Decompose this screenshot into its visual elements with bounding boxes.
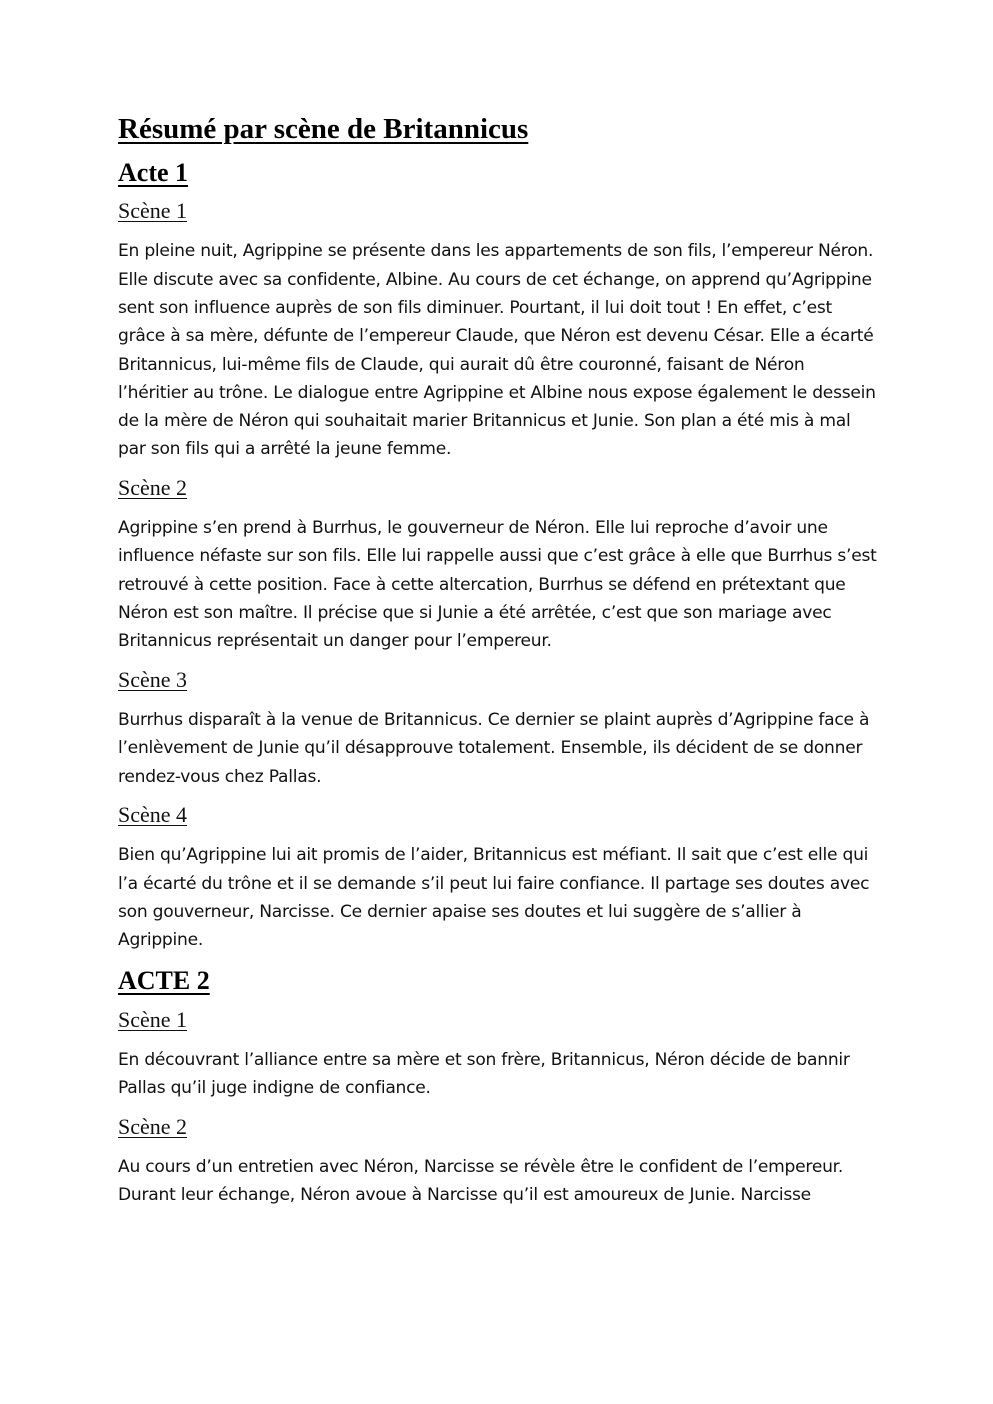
document-page — [118, 112, 878, 1221]
scene-heading-1-1: Scène 1 — [118, 197, 188, 223]
scene-summary-1-1: En pleine nuit, Agrippine se présente dans les appartements de son fils, l’empereur Néron. Elle discute avec sa confidente, Albine. Au cours de cet échange, on apprend qu’Agrippine sent son influence auprès de son fils diminuer. Pourtant, il lui doit tout ! En effet, c’est grâce à sa mère, défunte de l’empereur Claude, que Néron est devenu César. Elle a écarté Britannicus, lui-même fils de Claude, qui aurait dû être couronné, faisant de Néron l’héritier au trône. Le dialogue entre Agrippine et Albine nous expose également le dessein de la mère de Néron qui souhaitait marier Britannicus et Junie. Son plan a été mis à mal par son fils qui a arrêté la jeune femme. — [118, 241, 876, 460]
scene-summary-1-4: Bien qu’Agrippine lui ait promis de l’aider, Britannicus est méfiant. Il sait que c’est elle qui l’a écarté du trône et il se demande s’il peut lui faire confiance. Il partage ses doutes avec son gouverneur, Narcisse. Ce dernier apaise ses doutes et lui suggère de s’allier à Agrippine. — [118, 845, 870, 951]
scene-summary-1-3: Burrhus disparaît à la venue de Britannicus. Ce dernier se plaint auprès d’Agrippine face à l’enlèvement de Junie qu’il désapprouve totalement. Ensemble, ils décident de se donner rendez-vous chez Pallas. — [118, 710, 870, 787]
document-title: Résumé par scène de Britannicus — [118, 113, 529, 145]
act-heading-1: Acte 1 — [118, 157, 189, 187]
scene-summary-2-2: Au cours d’un entretien avec Néron, Narcisse se révèle être le confident de l’empereur. Durant leur échange, Néron avoue à Narcisse qu’il est amoureux de Junie. Narcisse — [118, 1157, 844, 1206]
scene-heading-1-3: Scène 3 — [118, 666, 188, 692]
act-heading-2: ACTE 2 — [118, 966, 210, 996]
scene-heading-2-1: Scène 1 — [118, 1006, 188, 1032]
scene-summary-2-1: En découvrant l’alliance entre sa mère et son frère, Britannicus, Néron décide de bannir Pallas qu’il juge indigne de confiance. — [118, 1050, 850, 1099]
scene-summary-1-2: Agrippine s’en prend à Burrhus, le gouverneur de Néron. Elle lui reproche d’avoir une influence néfaste sur son fils. Elle lui rappelle aussi que c’est grâce à elle que Burrhus s’est retrouvé à cette position. Face à cette altercation, Burrhus se défend en prétextant que Néron est son maître. Il précise que si Junie a été arrêtée, c’est que son mariage avec Britannicus représentait un danger pour l’empereur. — [118, 518, 877, 652]
scene-heading-2-2: Scène 2 — [118, 1113, 188, 1139]
scene-heading-1-2: Scène 2 — [118, 474, 188, 500]
scene-heading-1-4: Scène 4 — [118, 801, 188, 827]
